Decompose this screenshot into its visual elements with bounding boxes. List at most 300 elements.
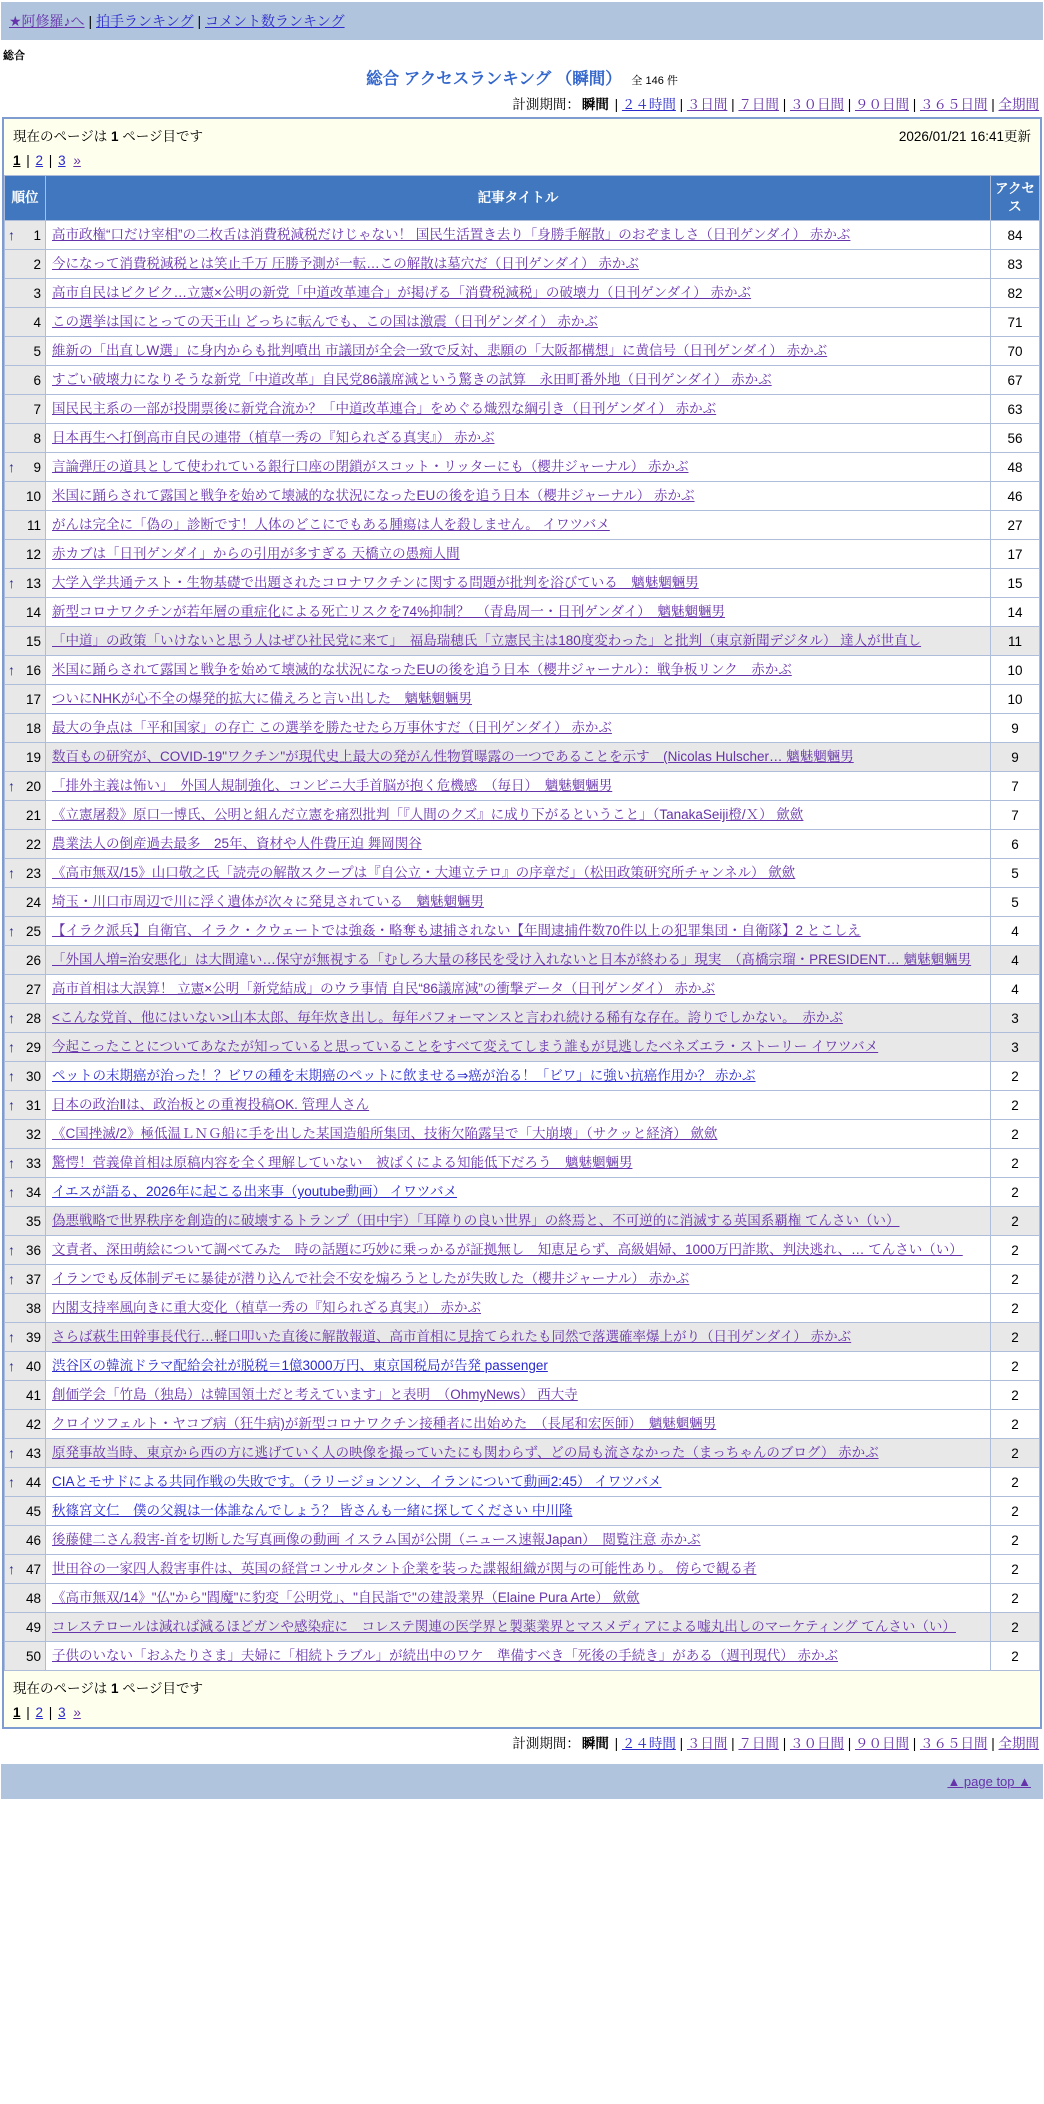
article-link[interactable]: 日本の政治Ⅱは、政治板との重複投稿OK. 管理人さん bbox=[52, 1097, 370, 1112]
rank-cell bbox=[5, 540, 46, 569]
period-option-link[interactable]: ３日間 bbox=[686, 1736, 728, 1751]
article-link[interactable]: 言論弾圧の道具として使われている銀行口座の閉鎖がスコット・リッターにも（櫻井ジャーナル） 赤かぶ bbox=[52, 459, 689, 474]
period-option-link[interactable]: ２４時間 bbox=[621, 97, 676, 112]
table-row bbox=[5, 1265, 1040, 1294]
article-title-cell bbox=[46, 772, 991, 801]
table-row bbox=[5, 1584, 1040, 1613]
article-link[interactable]: 日本再生へ打倒高市自民の連帯（植草一秀の『知られざる真実』） 赤かぶ bbox=[52, 430, 495, 445]
rank-cell bbox=[5, 1555, 46, 1584]
rank-cell bbox=[5, 1468, 46, 1497]
rank-cell bbox=[5, 772, 46, 801]
article-title-cell bbox=[46, 366, 991, 395]
rank-cell bbox=[5, 511, 46, 540]
period-option-link[interactable]: ３６５日間 bbox=[919, 97, 988, 112]
separator: | bbox=[908, 1736, 920, 1751]
access-count: 2 bbox=[991, 1236, 1040, 1265]
separator: | bbox=[727, 1736, 739, 1751]
pager-links-bottom bbox=[13, 1697, 1031, 1720]
rank-number: 37 bbox=[25, 1271, 41, 1287]
article-title-cell bbox=[46, 1323, 991, 1352]
article-link[interactable]: 埼玉・川口市周辺で川に浮く遺体が次々に発見されている 魑魅魍魎男 bbox=[52, 894, 484, 909]
table-row bbox=[5, 1236, 1040, 1265]
article-link[interactable]: 赤カブは「日刊ゲンダイ」からの引用が多すぎる 天橋立の愚痴人間 bbox=[52, 546, 460, 561]
table-row bbox=[5, 685, 1040, 714]
rank-number: 2 bbox=[33, 256, 41, 272]
rank-number: 49 bbox=[25, 1619, 41, 1635]
rank-up-arrow: ↑ bbox=[8, 1329, 15, 1345]
article-link[interactable]: 創価学会「竹島（独島）は韓国領土だと考えています」と表明 （OhmyNews） 西大寺 bbox=[52, 1387, 578, 1402]
rank-cell bbox=[5, 1323, 46, 1352]
top-nav-link[interactable]: 拍手ランキング bbox=[95, 13, 194, 29]
period-option-link[interactable]: ９０日間 bbox=[854, 97, 909, 112]
access-count: 46 bbox=[991, 482, 1040, 511]
period-option-link[interactable]: ９０日間 bbox=[854, 1736, 909, 1751]
rank-number: 35 bbox=[25, 1213, 41, 1229]
access-count: 2 bbox=[991, 1555, 1040, 1584]
article-link[interactable]: 今になって消費税減税とは笑止千万 圧勝予測が一転…この解散は墓穴だ（日刊ゲンダイ） 赤かぶ bbox=[52, 256, 639, 271]
rank-number: 39 bbox=[25, 1329, 41, 1345]
article-title-cell bbox=[46, 1555, 991, 1584]
separator: | bbox=[987, 1736, 999, 1751]
pager-page-link[interactable]: 3 bbox=[58, 1705, 66, 1720]
article-link[interactable]: <こんな党首、他にはいない>山本太郎、毎年炊き出し。毎年パフォーマンスと言われ続ける稀有な存在。誇りでしかない。 赤かぶ bbox=[52, 1010, 843, 1025]
article-title-cell bbox=[46, 511, 991, 540]
article-title-cell bbox=[46, 801, 991, 830]
article-link[interactable]: すごい破壊力になりそうな新党「中道改革」自民党86議席減という驚きの試算 永田町番外地（日刊ゲンダイ） 赤かぶ bbox=[52, 372, 772, 387]
table-row bbox=[5, 308, 1040, 337]
rank-number: 4 bbox=[33, 314, 41, 330]
pager-area-top bbox=[4, 119, 1040, 175]
rank-number: 11 bbox=[26, 517, 41, 533]
access-count: 7 bbox=[991, 801, 1040, 830]
article-title-cell bbox=[46, 1642, 991, 1671]
article-title-cell bbox=[46, 1091, 991, 1120]
article-title-cell bbox=[46, 1265, 991, 1294]
rank-up-arrow: ↑ bbox=[8, 662, 15, 678]
article-title-cell bbox=[46, 395, 991, 424]
article-link[interactable]: ペットの末期癌が治った！？ビワの種を末期癌のペットに飲ませる⇒癌が治る！「ビワ」に強い抗癌作用か？ 赤かぶ bbox=[52, 1068, 756, 1083]
access-count: 2 bbox=[991, 1265, 1040, 1294]
pager-page-link[interactable]: » bbox=[73, 1705, 81, 1720]
article-link[interactable]: 高市自民はビクビク…立憲×公明の新党「中道改革連合」が掲げる「消費税減税」の破壊力（日刊ゲンダイ） 赤かぶ bbox=[52, 285, 752, 300]
table-row bbox=[5, 337, 1040, 366]
table-row bbox=[5, 1497, 1040, 1526]
separator: | bbox=[610, 1736, 622, 1751]
separator: | bbox=[610, 97, 622, 112]
access-count: 2 bbox=[991, 1642, 1040, 1671]
access-count: 56 bbox=[991, 424, 1040, 453]
footer-bar bbox=[1, 1764, 1043, 1799]
rank-cell bbox=[5, 1033, 46, 1062]
article-title-cell bbox=[46, 888, 991, 917]
access-count: 27 bbox=[991, 511, 1040, 540]
article-title-cell bbox=[46, 1004, 991, 1033]
rank-number: 41 bbox=[25, 1387, 41, 1403]
article-link[interactable]: 後藤健二さん殺害-首を切断した写真画像の動画 イスラム国が公開（ニュース速報Japan） 閲覧注意 赤かぶ bbox=[52, 1532, 701, 1547]
access-count: 14 bbox=[991, 598, 1040, 627]
rank-number: 50 bbox=[25, 1648, 41, 1664]
pager-area-bottom bbox=[4, 1671, 1040, 1727]
article-link[interactable]: コレステロールは減れば減るほどガンや感染症に コレステ関連の医学界と製薬業界とマスメディアによる嘘丸出しのマーケティング てんさい（い） bbox=[52, 1619, 956, 1634]
table-row bbox=[5, 279, 1040, 308]
top-nav-link[interactable]: コメント数ランキング bbox=[205, 13, 345, 29]
rank-number: 7 bbox=[33, 401, 41, 417]
period-current: 瞬間 bbox=[581, 97, 609, 112]
table-row bbox=[5, 1555, 1040, 1584]
access-count: 71 bbox=[991, 308, 1040, 337]
article-title-cell bbox=[46, 1120, 991, 1149]
table-row bbox=[5, 482, 1040, 511]
article-link[interactable]: クロイツフェルト・ヤコブ病（狂牛病)が新型コロナワクチン接種者に出始めた （長尾和宏医師） 魑魅魍魎男 bbox=[52, 1416, 717, 1431]
rank-up-arrow: ↑ bbox=[8, 865, 15, 881]
rank-number: 25 bbox=[25, 923, 41, 939]
article-link[interactable]: 米国に踊らされて露国と戦争を始めて壊滅的な状況になったEUの後を追う日本（櫻井ジャーナル） 赤かぶ bbox=[52, 488, 695, 503]
table-row bbox=[5, 1410, 1040, 1439]
article-title-cell bbox=[46, 569, 991, 598]
rank-number: 10 bbox=[25, 488, 41, 504]
rank-up-arrow: ↑ bbox=[8, 1039, 15, 1055]
article-title-cell bbox=[46, 830, 991, 859]
article-link[interactable]: 秋篠宮文仁 僕の父親は一体誰なんでしょう？ 皆さんも一緒に探してください 中川隆 bbox=[52, 1503, 573, 1518]
article-title-cell bbox=[46, 1236, 991, 1265]
rank-cell bbox=[5, 975, 46, 1004]
access-count: 2 bbox=[991, 1149, 1040, 1178]
article-title-cell bbox=[46, 1207, 991, 1236]
rank-number: 33 bbox=[25, 1155, 41, 1171]
rank-number: 8 bbox=[33, 430, 41, 446]
access-count: 6 bbox=[991, 830, 1040, 859]
table-row bbox=[5, 946, 1040, 975]
rank-up-arrow: ↑ bbox=[8, 1242, 15, 1258]
pager-links-top bbox=[13, 145, 1031, 168]
article-link[interactable]: 内閣支持率風向きに重大変化（植草一秀の『知られざる真実』） 赤かぶ bbox=[52, 1300, 481, 1315]
rank-cell bbox=[5, 830, 46, 859]
rank-cell bbox=[5, 482, 46, 511]
article-title-cell bbox=[46, 1497, 991, 1526]
rank-number: 31 bbox=[25, 1097, 41, 1113]
separator: | bbox=[908, 97, 920, 112]
rank-up-arrow: ↑ bbox=[8, 1097, 15, 1113]
period-option-link[interactable]: ３６５日間 bbox=[919, 1736, 988, 1751]
article-link[interactable]: 農業法人の倒産過去最多 25年、資材や人件費圧迫 舞岡関谷 bbox=[52, 836, 422, 851]
pager-page-link[interactable]: 3 bbox=[58, 153, 66, 168]
article-link[interactable]: 数百もの研究が、COVID-19"ワクチン"が現代史上最大の発がん性物質曝露の一つであることを示す (Nicolas Hulscher… 魑魅魍魎男 bbox=[52, 749, 854, 764]
rank-cell bbox=[5, 801, 46, 830]
page-title bbox=[0, 63, 1044, 90]
table-row bbox=[5, 975, 1040, 1004]
table-row bbox=[5, 569, 1040, 598]
category-label: 総合 bbox=[3, 50, 25, 62]
article-link[interactable]: 原発事故当時、東京から西の方に逃げていく人の映像を撮っていたにも関わらず、どの局も流さなかった（まっちゃんのブログ） 赤かぶ bbox=[52, 1445, 879, 1460]
top-nav bbox=[1, 2, 1043, 40]
rank-cell bbox=[5, 395, 46, 424]
rank-up-arrow: ↑ bbox=[8, 1010, 15, 1026]
rank-cell bbox=[5, 1091, 46, 1120]
rank-number: 12 bbox=[25, 546, 41, 562]
rank-number: 14 bbox=[25, 604, 41, 620]
article-title-cell bbox=[46, 1439, 991, 1468]
article-title-cell bbox=[46, 424, 991, 453]
rank-cell bbox=[5, 685, 46, 714]
article-link[interactable]: イランでも反体制デモに暴徒が潜り込んで社会不安を煽ろうとしたが失敗した（櫻井ジャーナル） 赤かぶ bbox=[52, 1271, 690, 1286]
rank-up-arrow: ↑ bbox=[8, 459, 15, 475]
access-count: 2 bbox=[991, 1294, 1040, 1323]
rank-cell bbox=[5, 1381, 46, 1410]
article-title-cell bbox=[46, 743, 991, 772]
period-option-link[interactable]: ７日間 bbox=[738, 1736, 779, 1751]
access-count: 2 bbox=[991, 1584, 1040, 1613]
rank-cell bbox=[5, 1062, 46, 1091]
article-link[interactable]: 【イラク派兵】自衛官、イラク・クウェートでは強姦・略奪も逮捕されない【年間逮捕件数70件以上の犯罪集団・自衛隊】2 とこしえ bbox=[52, 923, 861, 938]
article-link[interactable]: 大学入学共通テスト・生物基礎で出題されたコロナワクチンに関する問題が批判を浴びている 魑魅魍魎男 bbox=[52, 575, 699, 590]
rank-cell bbox=[5, 221, 46, 250]
table-row bbox=[5, 656, 1040, 685]
article-title-cell bbox=[46, 1033, 991, 1062]
access-count: 2 bbox=[991, 1468, 1040, 1497]
rank-number: 18 bbox=[25, 720, 41, 736]
article-link[interactable]: 維新の「出直しW選」に身内からも批判噴出 市議団が全会一致で反対、悲願の「大阪都構想」に黄信号（日刊ゲンダイ） 赤かぶ bbox=[52, 343, 828, 358]
article-link[interactable]: 渋谷区の韓流ドラマ配給会社が脱税＝1億3000万円、東京国税局が告発 passenger bbox=[52, 1358, 548, 1373]
article-title-cell bbox=[46, 1062, 991, 1091]
rank-cell bbox=[5, 888, 46, 917]
current-page-note: 現在のページは 1 ページ目です bbox=[13, 1681, 203, 1696]
period-option-link[interactable]: ３０日間 bbox=[789, 1736, 844, 1751]
top-nav-link[interactable]: ★阿修羅♪へ bbox=[9, 13, 85, 29]
ranking-table-header-row bbox=[5, 176, 1040, 221]
rank-number: 45 bbox=[25, 1503, 41, 1519]
rank-number: 32 bbox=[25, 1126, 41, 1142]
pager-current-page: 1 bbox=[13, 1705, 21, 1720]
period-option-link[interactable]: ３日間 bbox=[686, 97, 728, 112]
column-header-title: 記事タイトル bbox=[46, 176, 991, 221]
rank-cell bbox=[5, 1410, 46, 1439]
rank-number: 23 bbox=[25, 865, 41, 881]
access-count: 67 bbox=[991, 366, 1040, 395]
article-title-cell bbox=[46, 656, 991, 685]
rank-cell bbox=[5, 1120, 46, 1149]
separator: | bbox=[193, 13, 205, 29]
period-option-link[interactable]: ７日間 bbox=[738, 97, 779, 112]
article-title-cell bbox=[46, 1352, 991, 1381]
article-link[interactable]: 《高市無双/15》山口敬之氏「読売の解散スクープは『自公立・大連立テロ』の序章だ」（松田政策研究所チャンネル） 歛歛 bbox=[52, 865, 796, 880]
article-link[interactable]: 偽悪戦略で世界秩序を創造的に破壊するトランプ（田中宇）「耳障りの良い世界」の終焉と、不可逆的に消滅する英国系覇権 てんさい（い） bbox=[52, 1213, 900, 1228]
access-count: 2 bbox=[991, 1352, 1040, 1381]
separator: | bbox=[84, 13, 96, 29]
rank-number: 34 bbox=[25, 1184, 41, 1200]
article-link[interactable]: 最大の争点は「平和国家」の存亡 この選挙を勝たせたら万事休すだ（日刊ゲンダイ） 赤かぶ bbox=[52, 720, 612, 735]
table-row bbox=[5, 1091, 1040, 1120]
table-row bbox=[5, 598, 1040, 627]
table-row bbox=[5, 1207, 1040, 1236]
table-row bbox=[5, 1468, 1040, 1497]
rank-cell bbox=[5, 424, 46, 453]
rank-up-arrow: ↑ bbox=[8, 1474, 15, 1490]
table-row bbox=[5, 1323, 1040, 1352]
rank-number: 1 bbox=[33, 227, 41, 243]
rank-cell bbox=[5, 627, 46, 656]
rank-cell bbox=[5, 859, 46, 888]
pager-page-link[interactable]: 2 bbox=[35, 153, 44, 168]
pager-page-link[interactable]: 2 bbox=[35, 1705, 44, 1720]
access-count: 10 bbox=[991, 656, 1040, 685]
article-link[interactable]: さらば萩生田幹事長代行…軽口叩いた直後に解散報道、高市首相に見捨てられたも同然で落選確率爆上がり（日刊ゲンダイ） 赤かぶ bbox=[52, 1329, 852, 1344]
article-link[interactable]: 《立憲屠殺》原口一博氏、公明と組んだ立憲を痛烈批判「『人間のクズ』に成り下がるということ」（TanakaSeiji橙/Ｘ） 歛歛 bbox=[52, 807, 804, 822]
separator: | bbox=[22, 1705, 34, 1720]
article-link[interactable]: 「中道」の政策「いけないと思う人はぜひ社民党に来て」 福島瑞穂氏「立憲民主は180度変わった」と批判（東京新聞デジタル） 達人が世直し bbox=[52, 633, 922, 648]
article-link[interactable]: 新型コロナワクチンが若年層の重症化による死亡リスクを74%抑制？ （青島周一・日刊ゲンダイ） 魑魅魍魎男 bbox=[52, 604, 725, 619]
total-count: 全 146 件 bbox=[631, 75, 678, 87]
rank-cell bbox=[5, 598, 46, 627]
period-option-link[interactable]: ３０日間 bbox=[789, 97, 844, 112]
article-link[interactable]: 子供のいない「おふたりさま」夫婦に「相続トラブル」が続出中のワケ 準備すべき「死後の手続き」がある（週刊現代） 赤かぶ bbox=[52, 1648, 838, 1663]
access-count: 10 bbox=[991, 685, 1040, 714]
ranking-table bbox=[4, 175, 1040, 1671]
separator bbox=[68, 153, 72, 168]
access-count: 2 bbox=[991, 1439, 1040, 1468]
rank-number: 17 bbox=[25, 691, 41, 707]
article-link[interactable]: 「外国人増=治安悪化」は大間違い…保守が無視する「むしろ大量の移民を受け入れないと日本が終わる」現実 （髙橋宗瑠・PRESIDENT… 魑魅魍魎男 bbox=[52, 952, 972, 967]
rank-number: 42 bbox=[25, 1416, 41, 1432]
column-header-access: アクセス bbox=[991, 176, 1040, 221]
rank-cell bbox=[5, 1439, 46, 1468]
rank-cell bbox=[5, 1265, 46, 1294]
rank-number: 44 bbox=[25, 1474, 41, 1490]
access-count: 4 bbox=[991, 917, 1040, 946]
rank-cell bbox=[5, 1178, 46, 1207]
access-count: 2 bbox=[991, 1207, 1040, 1236]
article-title-cell bbox=[46, 598, 991, 627]
table-row bbox=[5, 830, 1040, 859]
article-link[interactable]: 文責者、深田萌絵について調べてみた 時の話題に巧妙に乗っかるが証拠無し 知恵足らず、高級娼婦、1000万円詐欺、判決逃れ、… てんさい（い） bbox=[52, 1242, 963, 1257]
access-count: 5 bbox=[991, 888, 1040, 917]
article-title-cell bbox=[46, 1294, 991, 1323]
table-row bbox=[5, 221, 1040, 250]
article-link[interactable]: 「排外主義は怖い」 外国人規制強化、コンビニ大手首脳が抱く危機感 （毎日） 魑魅魍魎男 bbox=[52, 778, 613, 793]
rank-cell bbox=[5, 1207, 46, 1236]
period-label: 計測期間： bbox=[512, 97, 580, 112]
table-row bbox=[5, 250, 1040, 279]
article-link[interactable]: 高市政権“口だけ宰相”の二枚舌は消費税減税だけじゃない！ 国民生活置き去り「身勝手解散」のおぞましさ（日刊ゲンダイ） 赤かぶ bbox=[52, 227, 851, 242]
table-row bbox=[5, 1642, 1040, 1671]
table-row bbox=[5, 627, 1040, 656]
table-row bbox=[5, 540, 1040, 569]
article-link[interactable]: 《高市無双/14》"仏"から"閻魔"に豹変「公明党」、"自民詣で"の建設業界（Elaine Pura Arte） 歛歛 bbox=[52, 1590, 640, 1605]
separator: | bbox=[22, 153, 34, 168]
access-count: 15 bbox=[991, 569, 1040, 598]
separator bbox=[68, 1705, 72, 1720]
article-link[interactable]: 米国に踊らされて露国と戦争を始めて壊滅的な状況になったEUの後を追う日本（櫻井ジャーナル）：戦争板リンク 赤かぶ bbox=[52, 662, 792, 677]
rank-number: 40 bbox=[25, 1358, 41, 1374]
ranking-box bbox=[2, 117, 1042, 1729]
period-current: 瞬間 bbox=[581, 1736, 609, 1751]
rank-number: 19 bbox=[25, 749, 41, 765]
pager-page-link[interactable]: » bbox=[73, 153, 81, 168]
access-count: 2 bbox=[991, 1120, 1040, 1149]
access-count: 48 bbox=[991, 453, 1040, 482]
article-title-cell bbox=[46, 453, 991, 482]
rank-number: 5 bbox=[33, 343, 41, 359]
current-page-note: 現在のページは 1 ページ目です bbox=[13, 129, 203, 144]
rank-number: 20 bbox=[25, 778, 41, 794]
separator: | bbox=[45, 1705, 57, 1720]
access-count: 2 bbox=[991, 1062, 1040, 1091]
rank-cell bbox=[5, 1526, 46, 1555]
article-title-cell bbox=[46, 627, 991, 656]
rank-number: 24 bbox=[25, 894, 41, 910]
article-title-cell bbox=[46, 279, 991, 308]
article-link[interactable]: CIAとモサドによる共同作戦の失敗です。（ラリージョンソン、イランについて動画2:45） イワツバメ bbox=[52, 1474, 662, 1489]
table-row bbox=[5, 1613, 1040, 1642]
article-link[interactable]: 高市首相は大誤算！ 立憲×公明「新党結成」のウラ事情 自民“86議席減”の衝撃データ（日刊ゲンダイ） 赤かぶ bbox=[52, 981, 716, 996]
period-option-link[interactable]: ２４時間 bbox=[621, 1736, 676, 1751]
rank-cell bbox=[5, 743, 46, 772]
column-header-rank: 順位 bbox=[5, 176, 46, 221]
separator: | bbox=[843, 97, 855, 112]
separator: | bbox=[675, 1736, 687, 1751]
rank-cell bbox=[5, 1004, 46, 1033]
separator: | bbox=[45, 153, 57, 168]
rank-up-arrow: ↑ bbox=[8, 227, 15, 243]
article-title-cell bbox=[46, 221, 991, 250]
rank-number: 22 bbox=[25, 836, 41, 852]
rank-up-arrow: ↑ bbox=[8, 1068, 15, 1084]
rank-cell bbox=[5, 1584, 46, 1613]
rank-number: 3 bbox=[33, 285, 41, 301]
article-link[interactable]: 驚愕！菅義偉首相は原稿内容を全く理解していない 被ばくによる知能低下だろう 魑魅魍魎男 bbox=[52, 1155, 633, 1170]
rank-cell bbox=[5, 1236, 46, 1265]
rank-cell bbox=[5, 453, 46, 482]
rank-number: 26 bbox=[25, 952, 41, 968]
article-link[interactable]: 《C国挫滅/2》極低温ＬＮＧ船に手を出した某国造船所集団、技術欠陥露呈で「大崩壊」（サクッと経済） 歛歛 bbox=[52, 1126, 718, 1141]
table-row bbox=[5, 1178, 1040, 1207]
article-link[interactable]: がんは完全に「偽の」診断です！人体のどこにでもある腫瘍は人を殺しません。 イワツバメ bbox=[52, 517, 610, 532]
access-count: 63 bbox=[991, 395, 1040, 424]
article-link[interactable]: 今起こったことについてあなたが知っていると思っていることをすべて変えてしまう誰もが見逃したベネズエラ・ストーリー イワツバメ bbox=[52, 1039, 879, 1054]
article-link[interactable]: 国民民主系の一部が投開票後に新党合流か？「中道改革連合」をめぐる熾烈な綱引き（日刊ゲンダイ） 赤かぶ bbox=[52, 401, 717, 416]
table-row bbox=[5, 1062, 1040, 1091]
article-link[interactable]: 世田谷の一家四人殺害事件は、英国の経営コンサルタント企業を装った諜報組織が関与の可能性あり。 傍らで観る者 bbox=[52, 1561, 757, 1576]
table-row bbox=[5, 366, 1040, 395]
access-count: 7 bbox=[991, 772, 1040, 801]
period-option-link[interactable]: 全期間 bbox=[998, 1736, 1039, 1751]
rank-up-arrow: ↑ bbox=[8, 778, 15, 794]
table-row bbox=[5, 395, 1040, 424]
access-count: 9 bbox=[991, 714, 1040, 743]
period-option-link[interactable]: 全期間 bbox=[998, 97, 1039, 112]
table-row bbox=[5, 859, 1040, 888]
article-title-cell bbox=[46, 540, 991, 569]
access-count: 2 bbox=[991, 1323, 1040, 1352]
article-link[interactable]: ついにNHKが心不全の爆発的拡大に備えろと言い出した 魑魅魍魎男 bbox=[52, 691, 473, 706]
separator: | bbox=[843, 1736, 855, 1751]
rank-up-arrow: ↑ bbox=[8, 1445, 15, 1461]
table-row bbox=[5, 1004, 1040, 1033]
access-count: 70 bbox=[991, 337, 1040, 366]
updated-timestamp: 2026/01/21 16:41更新 bbox=[898, 129, 1031, 144]
page-top-link[interactable]: ▲ page top ▲ bbox=[947, 1774, 1031, 1789]
separator: | bbox=[987, 97, 999, 112]
article-link[interactable]: この選挙は国にとっての天王山 どっちに転んでも、この国は激震（日刊ゲンダイ） 赤かぶ bbox=[52, 314, 598, 329]
rank-cell bbox=[5, 279, 46, 308]
rank-cell bbox=[5, 1497, 46, 1526]
table-row bbox=[5, 1352, 1040, 1381]
article-link[interactable]: イエスが語る、2026年に起こる出来事（youtube動画） イワツバメ bbox=[52, 1184, 458, 1199]
access-count: 11 bbox=[991, 627, 1040, 656]
rank-number: 29 bbox=[25, 1039, 41, 1055]
article-title-cell bbox=[46, 1468, 991, 1497]
table-row bbox=[5, 1439, 1040, 1468]
rank-number: 6 bbox=[33, 372, 41, 388]
